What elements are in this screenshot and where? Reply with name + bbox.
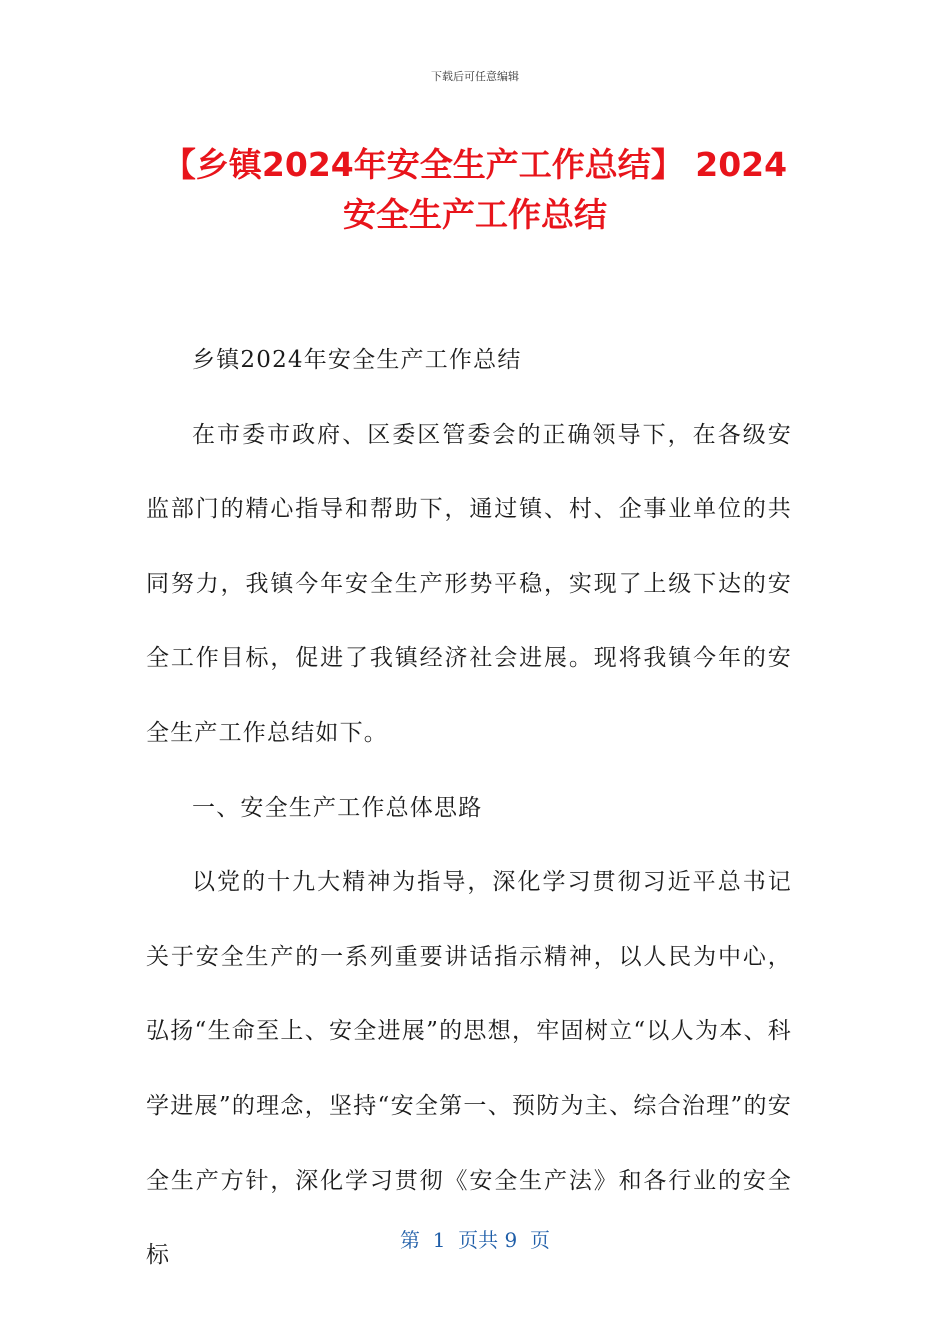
section-heading: 一、安全生产工作总体思路 <box>192 794 483 821</box>
title-line-1: 【乡镇2024年安全生产工作总结】 2024 <box>162 145 788 184</box>
page-number: 第 1 页共 9 页 <box>400 1228 550 1252</box>
document-body <box>146 323 792 1293</box>
document-title <box>0 140 950 240</box>
header-note: 下载后可任意编辑 <box>431 70 519 83</box>
intro-paragraph: 在市委市政府、区委区管委会的正确领导下，在各级安监部门的精心指导和帮助下，通过镇、村、企事业单位的共同努力，我镇今年安全生产形势平稳，实现了上级下达的安全工作目标，促进了我镇经济社会进展。现将我镇今年的安全生产工作总结如下。 <box>146 421 792 746</box>
body-paragraph: 以党的十九大精神为指导，深化学习贯彻习近平总书记关于安全生产的一系列重要讲话指示精神，以人民为中心，弘扬“生命至上、安全进展”的思想，牢固树立“以人为本、科学进展”的理念，坚持“安全第一、预防为主、综合治理”的安全生产方针，深化学习贯彻《安全生产法》和各行业的安全标 <box>146 869 792 1269</box>
title-line-2: 安全生产工作总结 <box>343 195 607 234</box>
subtitle-paragraph: 乡镇2024年安全生产工作总结 <box>192 347 522 373</box>
